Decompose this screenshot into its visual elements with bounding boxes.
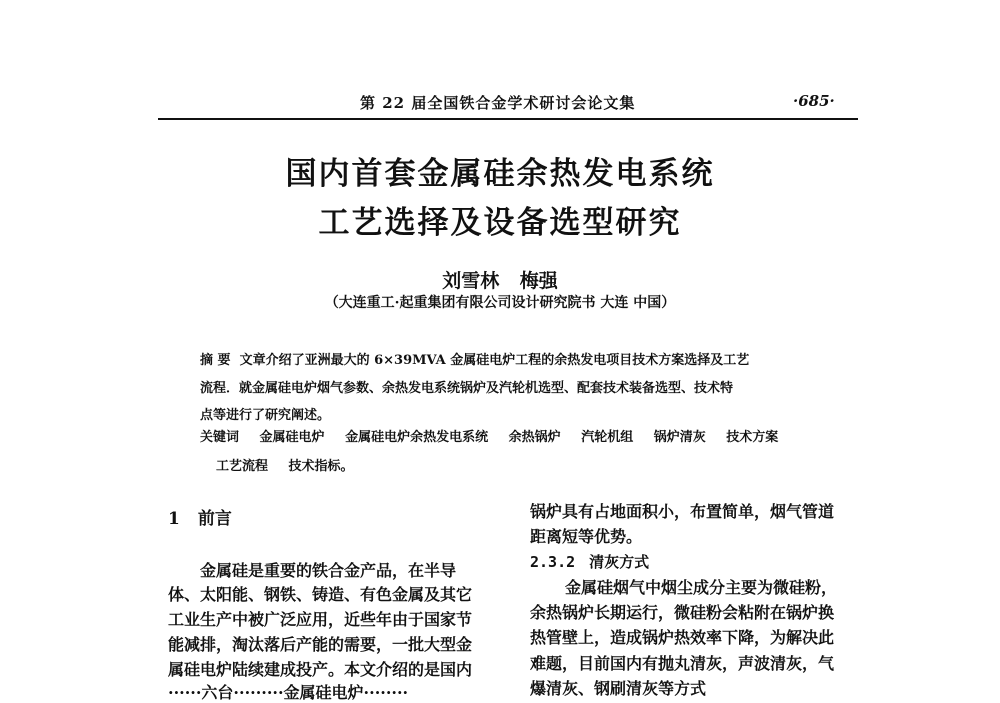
page-number: ·685· [793,92,835,110]
abstract-line-1 [200,349,749,368]
abstract-label: 摘 要 [200,353,231,368]
header-rule [158,118,858,120]
keyword: 余热锅炉 [508,430,561,445]
left-paragraph-line: 工业生产中被广泛应用，近些年由于国家节 [168,610,473,629]
section-title: 前言 [197,509,232,529]
keyword: 锅炉清灰 [653,430,706,445]
abstract-line-3: 点等进行了研究阐述。 [200,408,331,423]
right-paragraph-line: 余热锅炉长期运行，微硅粉会粘附在锅炉换 [530,603,835,622]
paper-title-line-1: 国内首套金属硅余热发电系统 [285,156,715,192]
abstract-text-1: 文章介绍了亚洲最大的 6×39MVA 金属硅电炉工程的余热发电项目技术方案选择及工艺 [239,353,750,368]
left-paragraph-line: 金属硅是重要的铁合金产品，在半导 [200,561,457,580]
right-paragraph-line: 锅炉具有占地面积小，布置简单，烟气管道 [530,502,835,521]
keywords-line-2 [216,455,370,474]
subsection-heading [530,551,649,572]
right-paragraph-line: 金属硅烟气中烟尘成分主要为微硅粉， [565,578,838,597]
paper-title-line-2: 工艺选择及设备选型研究 [318,205,682,241]
section-heading [168,504,232,529]
keywords-label: 关键词 [200,430,240,445]
right-paragraph-line: 难题，目前国内有抛丸清灰，声波清灰，气 [530,654,835,673]
keyword: 金属硅电炉余热发电系统 [345,430,489,445]
section-number: 1 [168,509,180,529]
left-paragraph-line: 体、太阳能、钢铁、铸造、有色金属及其它 [168,585,473,604]
right-paragraph-line: 距离短等优势。 [530,527,643,546]
authors: 刘雪林 梅强 [442,270,558,292]
right-paragraph-line-cut: 爆清灰、钢刷清灰等方式 [530,679,707,698]
left-paragraph-line-cut: ······六台·········金属硅电炉········ [168,683,409,702]
left-paragraph-line: 属硅电炉陆续建成投产。本文介绍的是国内 [168,660,473,679]
keyword: 金属硅电炉 [259,430,325,445]
keywords-line-1 [200,426,794,445]
keyword: 工艺流程 [216,459,269,474]
running-header-title: 第 22 届全国铁合金学术研讨会论文集 [360,94,636,112]
subsection-title: 清灰方式 [589,553,650,571]
left-paragraph-line: 能减排，淘汰落后产能的需要，一批大型金 [168,635,473,654]
subsection-number: 2.3.2 [530,553,576,571]
affiliation: （大连重工·起重集团有限公司设计研究院书 大连 中国） [324,295,676,311]
keyword: 技术指标。 [288,459,354,474]
abstract-line-2: 流程．就金属硅电炉烟气参数、余热发电系统锅炉及汽轮机选型、配套技术装备选型、技术特 [200,381,734,396]
keyword: 技术方案 [726,430,779,445]
right-paragraph-line: 热管壁上，造成锅炉热效率下降，为解决此 [530,628,835,647]
keyword: 汽轮机组 [581,430,634,445]
